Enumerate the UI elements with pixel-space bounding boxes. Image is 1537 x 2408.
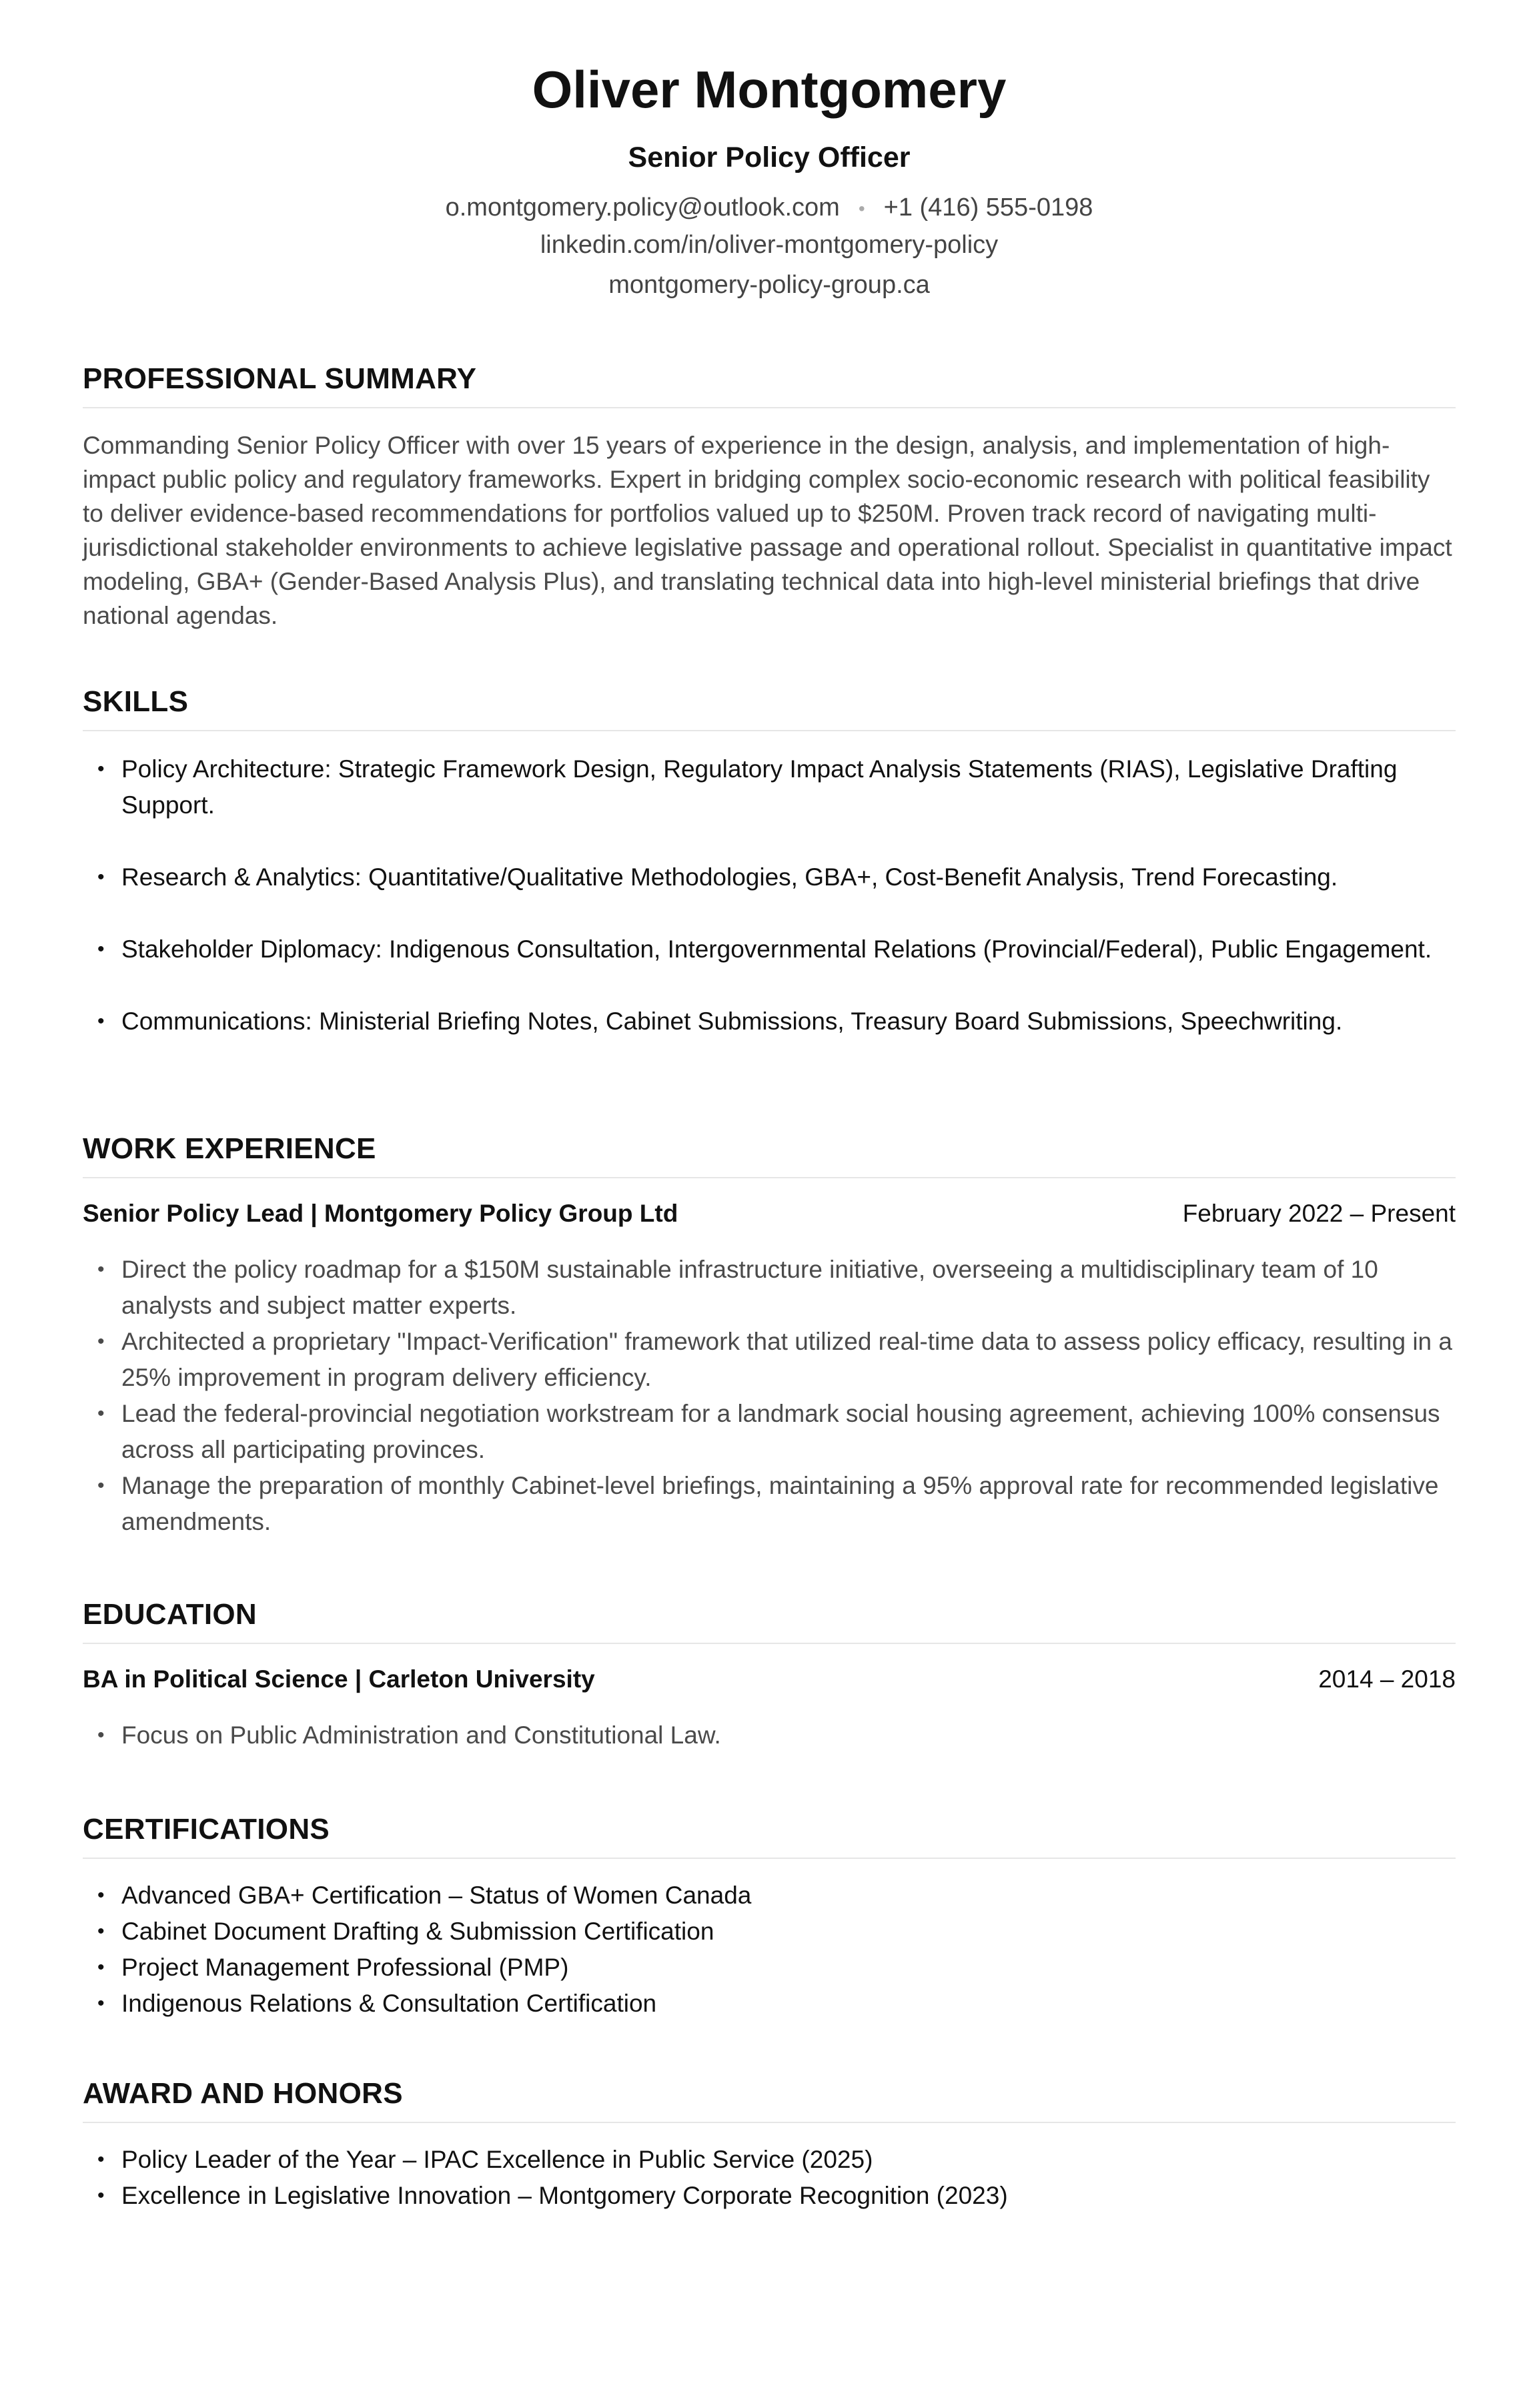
section-heading: WORK EXPERIENCE: [83, 1132, 376, 1165]
job-title: Senior Policy Lead | Montgomery Policy Group Ltd: [83, 1200, 678, 1227]
phone-link[interactable]: +1 (416) 555-0198: [883, 193, 1093, 222]
candidate-name: Oliver Montgomery: [532, 60, 1007, 119]
section-divider: [83, 1177, 1456, 1178]
job-header: [83, 1197, 1456, 1230]
list-item: [83, 859, 1456, 895]
job-bullet-text: Direct the policy roadmap for a $150M sustainable infrastructure initiative, overseeing a multidisciplinary team of 10 analysts and subject matter experts.: [121, 1256, 1378, 1319]
bullet-glyph: •: [97, 1920, 105, 1942]
candidate-title: Senior Policy Officer: [628, 141, 911, 173]
education-dates: 2014 – 2018: [1318, 1665, 1456, 1693]
degree-title: BA in Political Science | Carleton University: [83, 1665, 595, 1693]
job-bullet-text: Lead the federal-provincial negotiation workstream for a landmark social housing agreement, achieving 100% consensus across all participating provinces.: [121, 1400, 1440, 1463]
bullet-glyph: •: [97, 866, 105, 888]
list-item: [83, 1986, 1456, 2022]
list-item: [83, 751, 1456, 823]
list-item: [83, 1004, 1456, 1040]
bullet-glyph: •: [97, 1724, 105, 1746]
email-link[interactable]: o.montgomery.policy@outlook.com: [445, 193, 840, 222]
job-bullet-text: Architected a proprietary "Impact-Verification" framework that utilized real-time data to assess policy efficacy, resulting in a 25% improvement in program delivery efficiency.: [121, 1328, 1452, 1391]
certification-text: Project Management Professional (PMP): [121, 1954, 569, 1981]
section-skills: [83, 683, 1456, 1040]
bullet-glyph: •: [97, 2184, 105, 2206]
contact-line-linkedin: [83, 228, 1456, 262]
summary-text: Commanding Senior Policy Officer with over 15 years of experience in the design, analysis, and implementation of high-impact public policy and regulatory frameworks. Expert in bridging complex socio-economic research with political feasibility to deliver evidence-based recommendations for portfolios valued up to $250M. Proven track record of navigating multi-jurisdictional stakeholder environments to achieve legislative passage and operational rollout. Specialist in quantitative impact modeling, GBA+ (Gender-Based Analysis Plus), and translating technical data into high-level ministerial briefings that drive national agendas.: [83, 432, 1452, 629]
section-heading: CERTIFICATIONS: [83, 1813, 330, 1846]
list-item: [83, 1717, 1456, 1753]
section-divider: [83, 1858, 1456, 1859]
section-professional-summary: [83, 360, 1456, 633]
list-item: [83, 1878, 1456, 1914]
bullet-glyph: •: [97, 1402, 105, 1425]
skill-text: Communications: Ministerial Briefing Notes, Cabinet Submissions, Treasury Board Submissions, Speechwriting.: [121, 1008, 1343, 1035]
award-text: Policy Leader of the Year – IPAC Excellence in Public Service (2025): [121, 2146, 873, 2173]
list-item: [83, 1950, 1456, 1986]
section-heading: AWARD AND HONORS: [83, 2077, 403, 2110]
section-heading: PROFESSIONAL SUMMARY: [83, 362, 477, 395]
education-header: [83, 1663, 1456, 1696]
job-dates: February 2022 – Present: [1182, 1200, 1456, 1227]
skills-list: [83, 751, 1456, 1040]
education-bullet-text: Focus on Public Administration and Constitutional Law.: [121, 1721, 721, 1749]
linkedin-link[interactable]: linkedin.com/in/oliver-montgomery-policy: [540, 231, 999, 259]
bullet-glyph: •: [97, 1258, 105, 1280]
awards-list: [83, 2142, 1456, 2214]
section-divider: [83, 407, 1456, 408]
bullet-glyph: •: [97, 758, 105, 780]
bullet-glyph: •: [97, 1992, 105, 2014]
bullet-glyph: •: [97, 1010, 105, 1032]
bullet-glyph: •: [97, 1956, 105, 1978]
section-heading: SKILLS: [83, 685, 189, 718]
skill-text: Research & Analytics: Quantitative/Qualitative Methodologies, GBA+, Cost-Benefit Analysis, Trend Forecasting.: [121, 863, 1338, 891]
certifications-list: [83, 1878, 1456, 2022]
certification-text: Advanced GBA+ Certification – Status of Women Canada: [121, 1882, 752, 1909]
section-certifications: [83, 1811, 1456, 2022]
skill-text: Stakeholder Diplomacy: Indigenous Consultation, Intergovernmental Relations (Provincial/Federal), Public Engagement.: [121, 935, 1432, 963]
bullet-glyph: •: [97, 1330, 105, 1352]
list-item: [83, 2142, 1456, 2178]
website-link[interactable]: montgomery-policy-group.ca: [608, 271, 930, 299]
section-divider: [83, 2122, 1456, 2123]
list-item: [83, 1914, 1456, 1950]
job-bullets: [83, 1252, 1456, 1540]
list-item: [83, 1396, 1456, 1468]
job-bullet-text: Manage the preparation of monthly Cabinet-level briefings, maintaining a 95% approval rate for recommended legislative amendments.: [121, 1472, 1439, 1535]
list-item: [83, 1252, 1456, 1324]
section-education: [83, 1596, 1456, 1753]
contact-line-website: [83, 268, 1456, 302]
section-divider: [83, 730, 1456, 731]
skill-text: Policy Architecture: Strategic Framework Design, Regulatory Impact Analysis Statements (RIAS), Legislative Drafting Support.: [121, 755, 1398, 819]
bullet-glyph: •: [97, 938, 105, 960]
certification-text: Indigenous Relations & Consultation Certification: [121, 1990, 657, 2017]
list-item: [83, 2178, 1456, 2214]
bullet-glyph: •: [97, 1475, 105, 1497]
list-item: [83, 931, 1456, 967]
bullet-glyph: •: [97, 1884, 105, 1906]
list-item: [83, 1468, 1456, 1540]
section-divider: [83, 1643, 1456, 1644]
section-heading: EDUCATION: [83, 1598, 257, 1631]
certification-text: Cabinet Document Drafting & Submission Certification: [121, 1918, 714, 1945]
section-work-experience: [83, 1130, 1456, 1540]
list-item: [83, 1324, 1456, 1396]
award-text: Excellence in Legislative Innovation – Montgomery Corporate Recognition (2023): [121, 2182, 1008, 2209]
bullet-glyph: •: [97, 2148, 105, 2170]
contact-line-primary: [83, 191, 1456, 226]
section-awards: [83, 2075, 1456, 2214]
contact-separator: •: [858, 197, 865, 219]
education-bullets: [83, 1717, 1456, 1753]
